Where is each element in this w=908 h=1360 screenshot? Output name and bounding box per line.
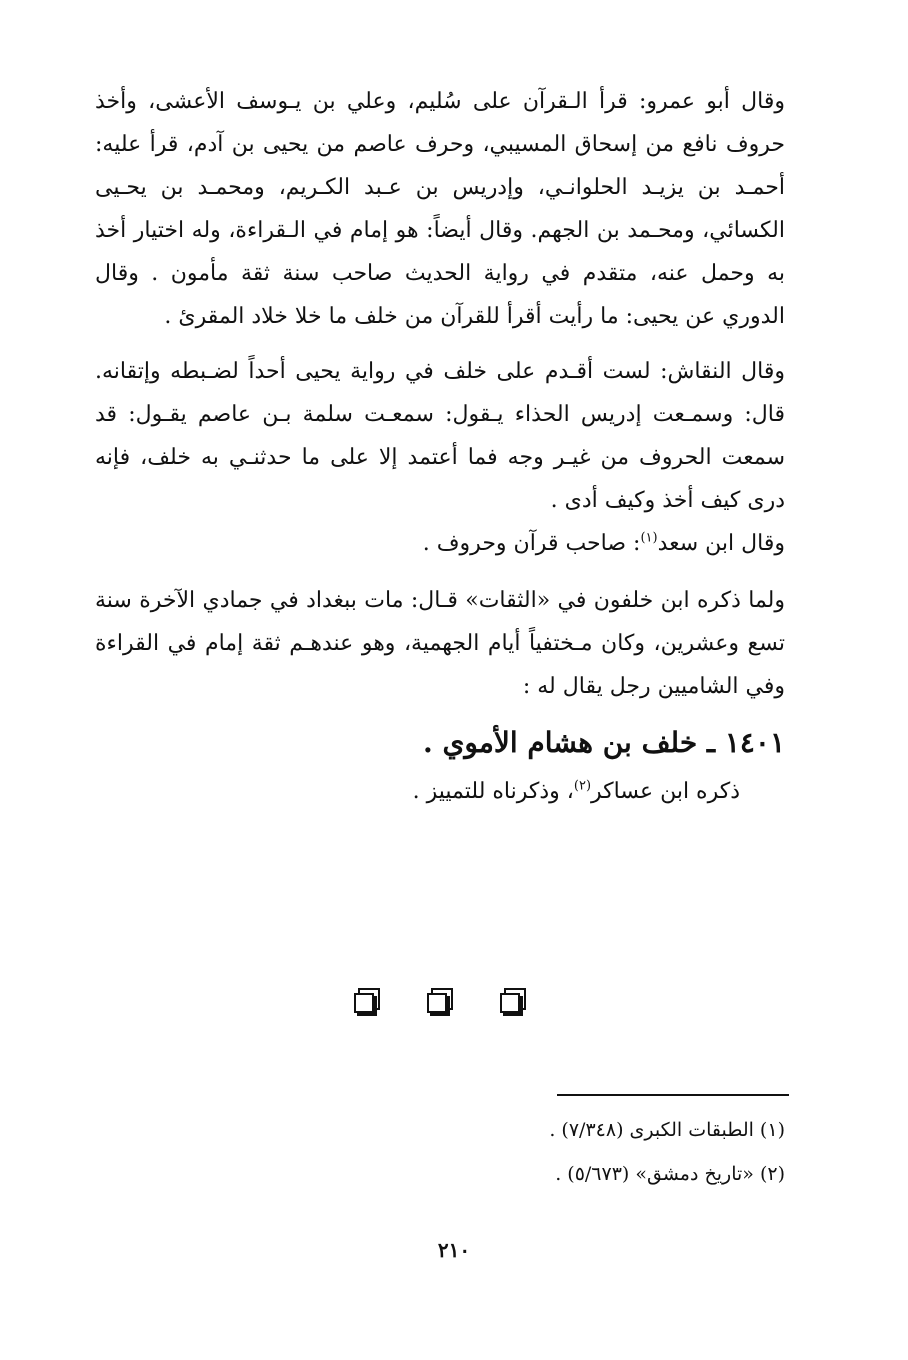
paragraph-abu-amr: وقال أبو عمرو: قرأ الـقرآن على سُليم، وعلي بن يـوسف الأعشى، وأخذ حروف نافع من إسحاق المسيبي، وحرف عاصم من يحيى بن آدم، قرأ عليه: أحمـد بن يزيـد الحلوانـي، وإدريس بن عـبد الكـريم، ومحمـد بن يحـيى الكسائي، ومحـمد بن الجهم. وقال أيضاً: هو إمام في الـقراءة، وله اختيار أخذ به وحمل عنه، متقدم في رواية الحديث صاحب سنة ثقة مأمون . وقال الدوري عن يحيى: ما رأيت أقرأ للقرآن من خلف ما خلا خلاد المقرئ . (95, 89, 785, 329)
paragraph-ibn-khalfun: ولما ذكره ابن خلفون في «الثقات» قـال: مات ببغداد في جمادي الآخرة سنة تسع وعشرين، وكان مـختفياً أيام الجهمية، وهو عندهـم ثقة إمام في القراءة وفي الشاميين رجل يقال له : (95, 588, 785, 699)
footnote-separator (557, 1094, 789, 1096)
entry-body-rest: ، وذكرناه للتمييز . (412, 779, 574, 804)
footnote-2: (٢) «تاريخ دمشق» (٥/٦٧٣) . (555, 1163, 785, 1185)
section-divider-ornaments (354, 988, 524, 1016)
page-number: ٢١٠ (437, 1238, 471, 1262)
paragraph-ibn-saad (95, 522, 785, 565)
entry-body (95, 770, 740, 813)
ibn-saad-text: وقال ابن سعد (657, 531, 785, 556)
ornament-icon (427, 988, 451, 1012)
footnote-ref-1: (١) (640, 530, 658, 546)
footnote-1: (١) الطبقات الكبرى (٧/٣٤٨) . (549, 1119, 785, 1141)
ornament-icon (500, 988, 524, 1012)
entry-heading: ١٤٠١ ـ خلف بن هشام الأموي . (422, 726, 785, 759)
entry-body-text: ذكره ابن عساكر (591, 779, 740, 804)
footnotes (95, 1108, 785, 1196)
footnote-ref-2: (٢) (573, 778, 592, 794)
paragraph-naqqash: وقال النقاش: لست أقـدم على خلف في رواية يحيى أحداً لضـبطه وإتقانه. قال: وسمـعت إدريس الحذاء يـقول: سمعـت سلمة بـن عاصم يقـول: قد سمعت الحروف من غيـر وجه فما أعتمد إلا على ما حدثنـي به خلف، فإنه درى كيف أخذ وكيف أدى . (95, 359, 785, 513)
ornament-icon (354, 988, 378, 1012)
ibn-saad-quote: : صاحب قرآن وحروف . (422, 531, 641, 556)
